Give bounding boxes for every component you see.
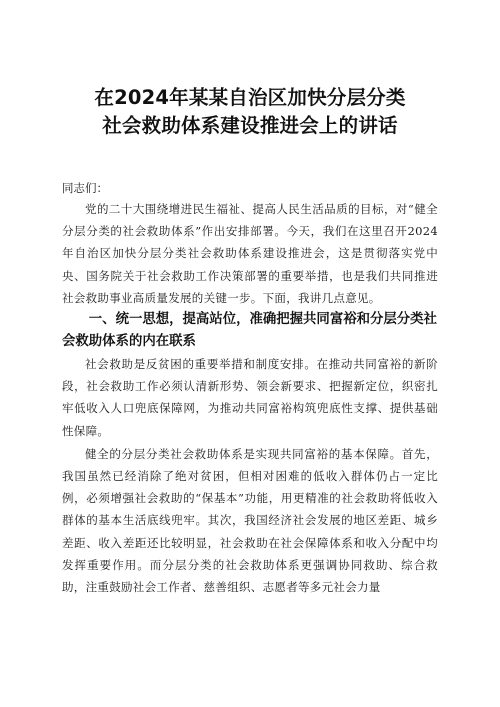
- section-1-paragraph-1: 社会救助是反贫困的重要举措和制度安排。在推动共同富裕的新阶段，社会救助工作必须认清新形势、领会新要求、把握新定位，织密扎牢低收入人口兜底保障网，为推动共同富裕构筑兜底性支撑、提供基础性保障。: [62, 357, 438, 438]
- salutation: 同志们：: [62, 181, 108, 195]
- section-1-heading: 一、统一思想，提高站位，准确把握共同富裕和分层分类社会救助体系的内在联系: [62, 312, 437, 350]
- section-1-paragraph-2: 健全的分层分类社会救助体系是实现共同富裕的基本保障。首先，我国虽然已经消除了绝对贫困，但相对困难的低收入群体仍占一定比例，必须增强社会救助的“保基本”功能，用更精准的社会救助将低收入群体的基本生活底线兜牢。其次，我国经济社会发展的地区差距、城乡差距、收入差距还比较明显，社会救助在社会保障体系和收入分配中均发挥重要作用。而分层分类的社会救助体系更强调协同救助、综合救助，注重鼓励社会工作者、慈善组织、志愿者等多元社会力量: [62, 446, 438, 595]
- intro-paragraph: 党的二十大围绕增进民生福祉、提高人民生活品质的目标，对“健全分层分类的社会救助体系”作出安排部署。今天，我们在这里召开2024年自治区加快分层分类社会救助体系建设推进会，这是贯彻落实党中央、国务院关于社会救助工作决策部署的重要举措，也是我们共同推进社会救助事业高质量发展的关键一步。下面，我讲几点意见。: [62, 202, 438, 305]
- document-title: [62, 84, 438, 140]
- title-line-2: 社会救助体系建设推进会上的讲话: [102, 114, 398, 137]
- title-line-1: 在2024年某某自治区加快分层分类: [94, 86, 406, 109]
